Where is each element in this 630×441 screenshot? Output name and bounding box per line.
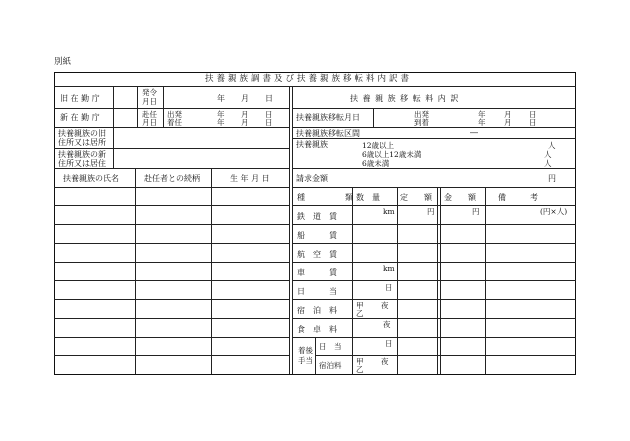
right-row-line: [315, 355, 576, 356]
frame-top: [54, 72, 576, 73]
yogo-otsu: 乙: [356, 365, 364, 374]
right-arrival-label: 到着: [414, 118, 429, 127]
right-departure-month: 月: [504, 110, 512, 119]
yogo-day-unit: 日: [385, 339, 393, 348]
row-air-label: 航 空 賃: [297, 250, 337, 259]
moving-breakdown-header: 扶 養 親 族 移 転 料 内 訳: [350, 94, 460, 103]
right-row-line: [292, 108, 576, 109]
left-row-line: [54, 299, 290, 300]
left-col-line: [163, 86, 164, 127]
yogo-daily-label: 日 当: [319, 342, 342, 351]
right-col-line: [437, 187, 438, 374]
left-row-line: [54, 187, 290, 188]
right-row-line: [292, 280, 576, 281]
right-row-line: [292, 187, 576, 188]
right-row-line: [292, 262, 576, 263]
family-count-label: 扶養親族: [296, 140, 328, 149]
age-over-12: 12歳以上: [362, 141, 395, 150]
claim-amount-label: 請求金額: [296, 174, 328, 183]
right-col-line: [373, 108, 374, 127]
frame-bottom: [54, 374, 576, 375]
right-departure-label: 出発: [414, 110, 429, 119]
yogo-label-bottom: 手当: [298, 356, 313, 365]
move-section-label: 扶養親族移転区間: [296, 129, 360, 138]
col-family-name: 扶養親族の氏名: [63, 174, 119, 183]
right-col-line: [440, 187, 441, 374]
right-row-line: [292, 243, 576, 244]
right-arrival-day: 日: [529, 118, 537, 127]
left-row-line: [54, 262, 290, 263]
left-row-line: [54, 148, 290, 149]
row-lodging-label: 宿 泊 料: [297, 306, 337, 315]
col-rate: 定 額: [400, 193, 432, 202]
rail-rate-yen: 円: [427, 207, 435, 216]
col-notes: 備 考: [498, 193, 538, 202]
left-row-line: [54, 280, 290, 281]
right-row-line: [292, 299, 576, 300]
age-under-6: 6歳未満: [362, 159, 390, 168]
lodging-night-unit: 夜: [381, 301, 389, 310]
right-col-line: [397, 187, 398, 374]
col-kind: 種 類: [297, 193, 353, 202]
yogo-night-unit: 夜: [381, 357, 389, 366]
new-office-label: 新 在 勤 庁: [60, 113, 100, 122]
col-birthdate: 生 年 月 日: [230, 174, 270, 183]
left-col-line: [211, 168, 212, 374]
hatsurei-label-top: 発令: [142, 88, 157, 97]
rail-km-unit: km: [383, 207, 395, 216]
right-col-line: [352, 187, 353, 374]
daily-day-unit: 日: [385, 283, 393, 292]
departure-year: 年: [217, 110, 225, 119]
form-title: 扶養親族調書及び扶養親族移転料内訳書: [205, 74, 413, 84]
car-km-unit: km: [383, 264, 395, 273]
left-row-line: [54, 243, 290, 244]
right-row-line: [292, 318, 576, 319]
title-divider: [54, 86, 576, 87]
right-departure-day: 日: [529, 110, 537, 119]
frame-right: [575, 72, 576, 374]
hatsurei-month: 月: [241, 94, 249, 103]
arrival-label: 着任: [167, 118, 182, 127]
left-row-line: [54, 127, 290, 128]
rail-amount-yen: 円: [472, 207, 480, 216]
right-col-line: [485, 187, 486, 374]
left-row-line: [54, 355, 290, 356]
right-departure-year: 年: [478, 110, 486, 119]
lodging-otsu: 乙: [356, 309, 364, 318]
left-row-line: [54, 337, 290, 338]
right-row-line: [292, 224, 576, 225]
hatsurei-label-bottom: 月日: [142, 97, 157, 106]
col-relationship: 赴任者との続柄: [144, 174, 200, 183]
person-unit-3: 人: [544, 159, 552, 168]
old-address-label-2: 住所又は居所: [58, 138, 106, 147]
move-date-label: 扶養親族移転月日: [296, 113, 360, 122]
right-arrival-month: 月: [504, 118, 512, 127]
move-section-dash: ―: [470, 128, 478, 137]
left-row-line: [54, 318, 290, 319]
left-row-line: [54, 108, 290, 109]
new-address-label-1: 扶養親族の新: [58, 150, 106, 159]
right-row-line: [292, 168, 576, 169]
col-quantity: 数 量: [356, 193, 380, 202]
left-row-line: [54, 224, 290, 225]
departure-day: 日: [265, 110, 273, 119]
left-row-line: [54, 168, 290, 169]
row-daily-label: 日 当: [297, 287, 337, 296]
arrival-year: 年: [217, 118, 225, 127]
yogo-lodging-label: 宿泊料: [319, 361, 342, 370]
funin-label-top: 赴任: [142, 110, 157, 119]
age-6-to-12: 6歳以上12歳未満: [362, 150, 422, 159]
center-divider-b: [292, 86, 293, 374]
left-col-line: [113, 127, 114, 168]
right-row-line: [292, 337, 576, 338]
right-col-line: [315, 337, 316, 374]
center-divider-a: [289, 86, 290, 374]
departure-label: 出発: [167, 110, 182, 119]
arrival-month: 月: [241, 118, 249, 127]
lodging-ko: 甲: [356, 301, 364, 310]
funin-label-bottom: 月日: [142, 118, 157, 127]
frame-left: [54, 72, 55, 374]
right-row-line: [292, 127, 576, 128]
yogo-ko: 甲: [356, 357, 364, 366]
left-row-line: [54, 205, 290, 206]
row-car-label: 車 賃: [297, 268, 337, 277]
rail-note-unit: (円×人): [540, 207, 568, 216]
hatsurei-year: 年: [217, 94, 225, 103]
left-col-line: [113, 86, 114, 127]
row-rail-label: 鉄 道 賃: [297, 212, 337, 221]
right-row-line: [292, 205, 576, 206]
old-address-label-1: 扶養親族の旧: [58, 129, 106, 138]
arrival-day: 日: [265, 118, 273, 127]
yogo-label-top: 着後: [298, 346, 313, 355]
row-meal-label: 食 卓 料: [297, 325, 337, 334]
new-address-label-2: 住所又は居住: [58, 159, 106, 168]
meal-night-unit: 夜: [383, 320, 391, 329]
old-office-label: 旧 在 勤 庁: [60, 94, 100, 103]
annex-label: 別紙: [54, 57, 72, 67]
person-unit-1: 人: [548, 141, 556, 150]
left-col-line: [137, 86, 138, 127]
person-unit-2: 人: [544, 150, 552, 159]
right-arrival-year: 年: [478, 118, 486, 127]
hatsurei-day: 日: [265, 94, 273, 103]
right-row-line: [292, 138, 576, 139]
claim-amount-yen: 円: [548, 174, 556, 183]
departure-month: 月: [241, 110, 249, 119]
row-ship-label: 船 賃: [297, 231, 337, 240]
col-amount: 金 額: [444, 193, 476, 202]
left-col-line: [135, 168, 136, 374]
